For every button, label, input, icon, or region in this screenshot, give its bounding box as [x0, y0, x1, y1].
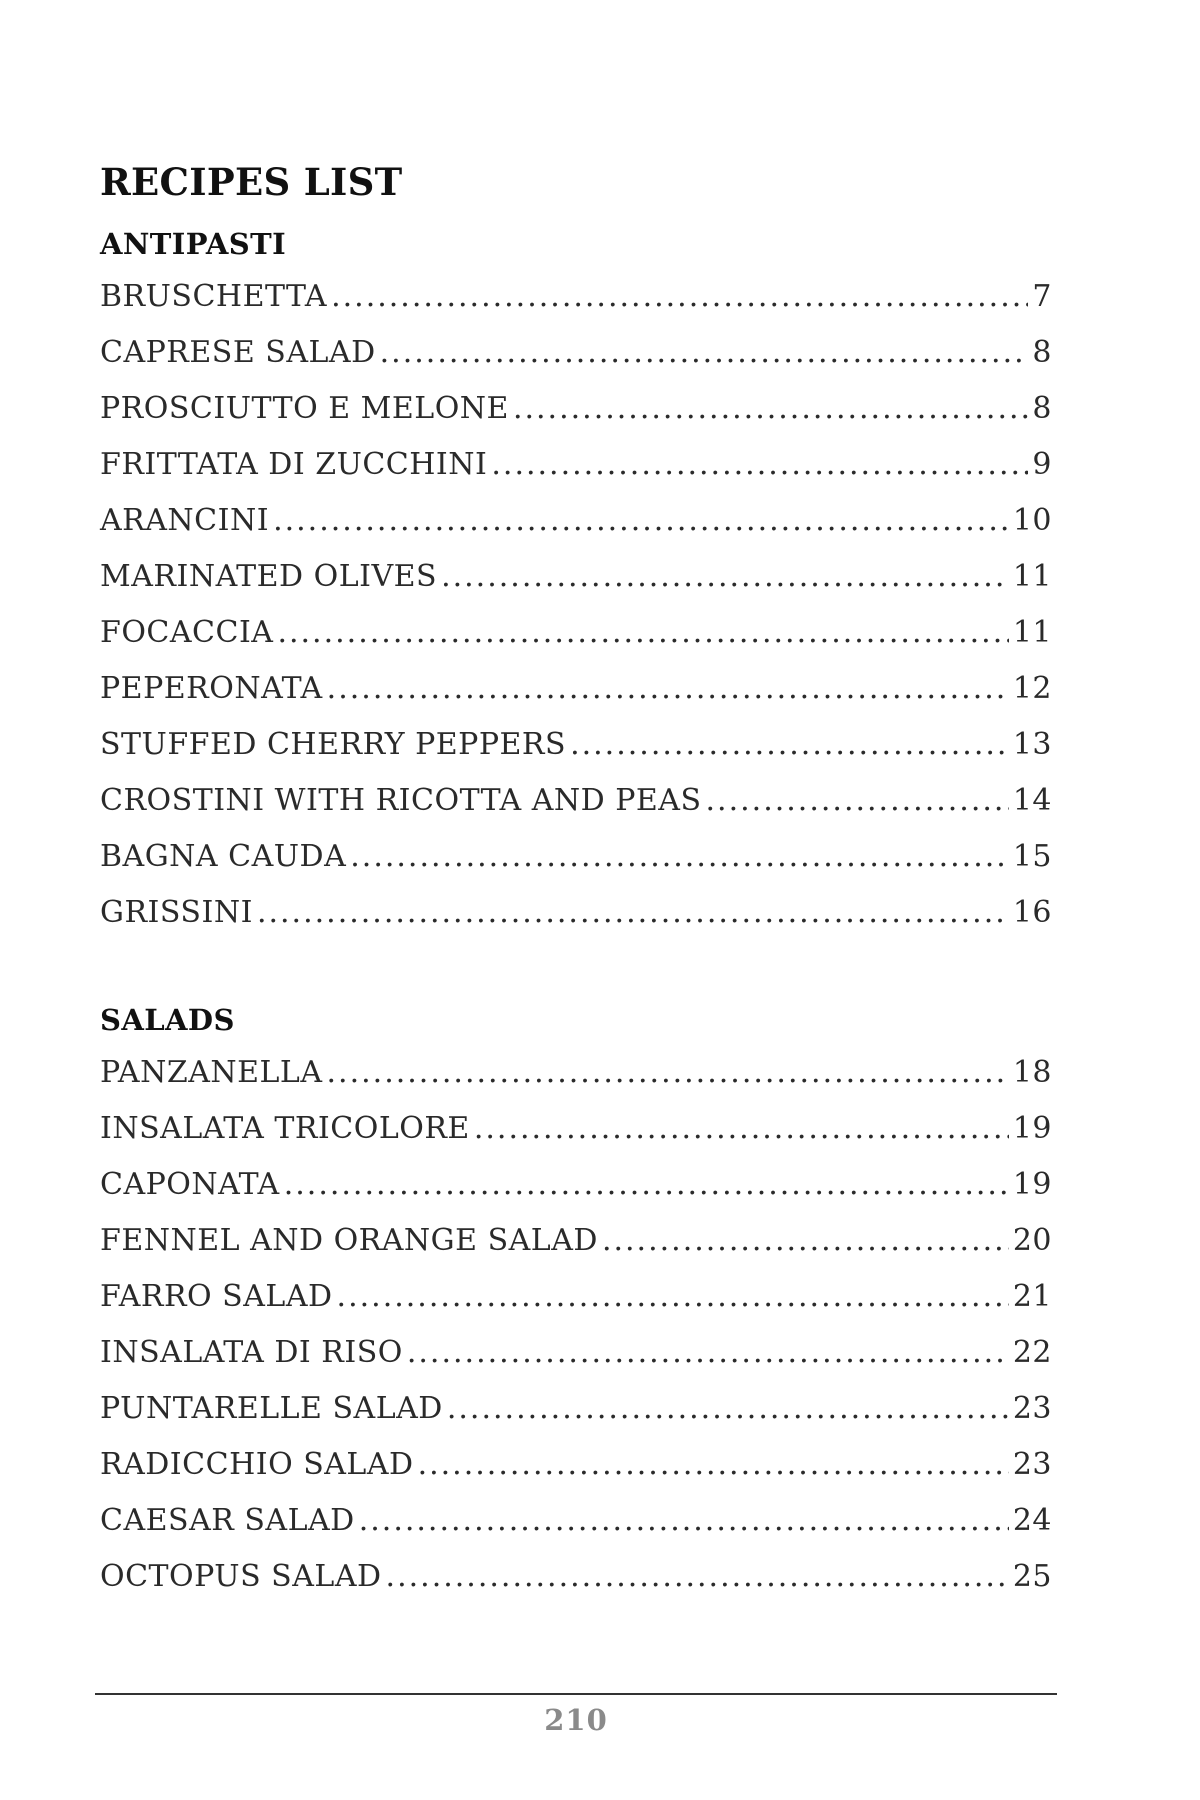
- dot-leader: [350, 839, 1009, 874]
- toc-entry[interactable]: [100, 503, 1052, 559]
- toc-entry-title: CAESAR SALAD: [100, 1503, 355, 1538]
- dot-leader: [359, 1503, 1009, 1538]
- dot-leader: [706, 783, 1009, 818]
- toc-entry[interactable]: [100, 783, 1052, 839]
- dot-leader: [570, 727, 1009, 762]
- toc-entry-page-number: 11: [1012, 615, 1052, 650]
- toc-entry[interactable]: [100, 615, 1052, 671]
- toc-entry-page-number: 12: [1012, 671, 1052, 706]
- toc-entry-page-number: 15: [1012, 839, 1052, 874]
- dot-leader: [386, 1559, 1009, 1594]
- toc-entry-title: PEPERONATA: [100, 671, 323, 706]
- toc-entry-page-number: 19: [1012, 1167, 1052, 1202]
- page-number: 210: [544, 1703, 608, 1737]
- toc-entry-title: PROSCIUTTO E MELONE: [100, 391, 509, 426]
- dot-leader: [441, 559, 1009, 594]
- toc-entry-page-number: 8: [1032, 391, 1052, 426]
- toc-entry-title: PUNTARELLE SALAD: [100, 1391, 443, 1426]
- dot-leader: [474, 1111, 1009, 1146]
- toc-entry[interactable]: [100, 1447, 1052, 1503]
- dot-leader: [284, 1167, 1009, 1202]
- toc-entry[interactable]: [100, 335, 1052, 391]
- toc-entry-page-number: 22: [1012, 1335, 1052, 1370]
- toc-entry[interactable]: [100, 279, 1052, 335]
- toc-entry-page-number: 20: [1012, 1223, 1052, 1258]
- toc-entry[interactable]: [100, 1111, 1052, 1167]
- toc-entry[interactable]: [100, 895, 1052, 951]
- dot-leader: [331, 279, 1028, 314]
- page-title: RECIPES LIST: [100, 160, 403, 204]
- toc-entry-title: FOCACCIA: [100, 615, 274, 650]
- toc-entry-title: RADICCHIO SALAD: [100, 1447, 414, 1482]
- toc-entry-page-number: 23: [1012, 1391, 1052, 1426]
- dot-leader: [380, 335, 1029, 370]
- toc-entry-title: PANZANELLA: [100, 1055, 323, 1090]
- toc-entry-title: FRITTATA DI ZUCCHINI: [100, 447, 488, 482]
- toc-entry-title: GRISSINI: [100, 895, 253, 930]
- dot-leader: [447, 1391, 1009, 1426]
- toc-entry-title: BRUSCHETTA: [100, 279, 328, 314]
- dot-leader: [407, 1335, 1009, 1370]
- toc-entry[interactable]: [100, 1559, 1052, 1615]
- toc-list: [100, 1055, 1052, 1615]
- section-antipasti: [100, 222, 1052, 951]
- toc-entry[interactable]: [100, 839, 1052, 895]
- toc-entry-title: CROSTINI WITH RICOTTA AND PEAS: [100, 783, 702, 818]
- toc-entry[interactable]: [100, 1055, 1052, 1111]
- toc-entry[interactable]: [100, 447, 1052, 503]
- toc-entry-page-number: 14: [1012, 783, 1052, 818]
- toc-entry-page-number: 13: [1012, 727, 1052, 762]
- footer-divider: [95, 1693, 1057, 1695]
- dot-leader: [602, 1223, 1009, 1258]
- toc-entry[interactable]: [100, 1391, 1052, 1447]
- section-salads: [100, 998, 1052, 1615]
- toc-entry-page-number: 16: [1012, 895, 1052, 930]
- toc-entry-title: CAPONATA: [100, 1167, 280, 1202]
- dot-leader: [273, 503, 1009, 538]
- toc-entry-title: CAPRESE SALAD: [100, 335, 376, 370]
- toc-entry-page-number: 7: [1032, 279, 1052, 314]
- section-heading: SALADS: [100, 1003, 235, 1037]
- toc-entry-page-number: 21: [1012, 1279, 1052, 1314]
- dot-leader: [491, 447, 1028, 482]
- section-heading: ANTIPASTI: [100, 227, 287, 261]
- dot-leader: [327, 1055, 1009, 1090]
- dot-leader: [327, 671, 1009, 706]
- toc-entry-title: STUFFED CHERRY PEPPERS: [100, 727, 567, 762]
- toc-entry-page-number: 10: [1012, 503, 1052, 538]
- toc-entry-title: BAGNA CAUDA: [100, 839, 347, 874]
- dot-leader: [257, 895, 1009, 930]
- toc-entry-title: OCTOPUS SALAD: [100, 1559, 382, 1594]
- toc-entry-page-number: 24: [1012, 1503, 1052, 1538]
- toc-entry-title: INSALATA TRICOLORE: [100, 1111, 470, 1146]
- toc-entry-page-number: 19: [1012, 1111, 1052, 1146]
- toc-entry[interactable]: [100, 1503, 1052, 1559]
- toc-entry[interactable]: [100, 559, 1052, 615]
- dot-leader: [418, 1447, 1009, 1482]
- toc-entry[interactable]: [100, 1279, 1052, 1335]
- toc-entry-title: FENNEL AND ORANGE SALAD: [100, 1223, 598, 1258]
- toc-list: [100, 279, 1052, 951]
- toc-entry-page-number: 23: [1012, 1447, 1052, 1482]
- toc-entry-page-number: 25: [1012, 1559, 1052, 1594]
- toc-entry-title: MARINATED OLIVES: [100, 559, 438, 594]
- toc-entry-page-number: 18: [1012, 1055, 1052, 1090]
- toc-entry-title: FARRO SALAD: [100, 1279, 333, 1314]
- toc-entry[interactable]: [100, 391, 1052, 447]
- toc-entry-page-number: 8: [1032, 335, 1052, 370]
- toc-entry[interactable]: [100, 727, 1052, 783]
- toc-entry[interactable]: [100, 1223, 1052, 1279]
- toc-entry-page-number: 9: [1032, 447, 1052, 482]
- dot-leader: [513, 391, 1028, 426]
- toc-entry-title: INSALATA DI RISO: [100, 1335, 403, 1370]
- dot-leader: [277, 615, 1008, 650]
- toc-entry[interactable]: [100, 671, 1052, 727]
- dot-leader: [337, 1279, 1009, 1314]
- toc-entry-title: ARANCINI: [100, 503, 270, 538]
- toc-entry-page-number: 11: [1012, 559, 1052, 594]
- toc-entry[interactable]: [100, 1335, 1052, 1391]
- toc-entry[interactable]: [100, 1167, 1052, 1223]
